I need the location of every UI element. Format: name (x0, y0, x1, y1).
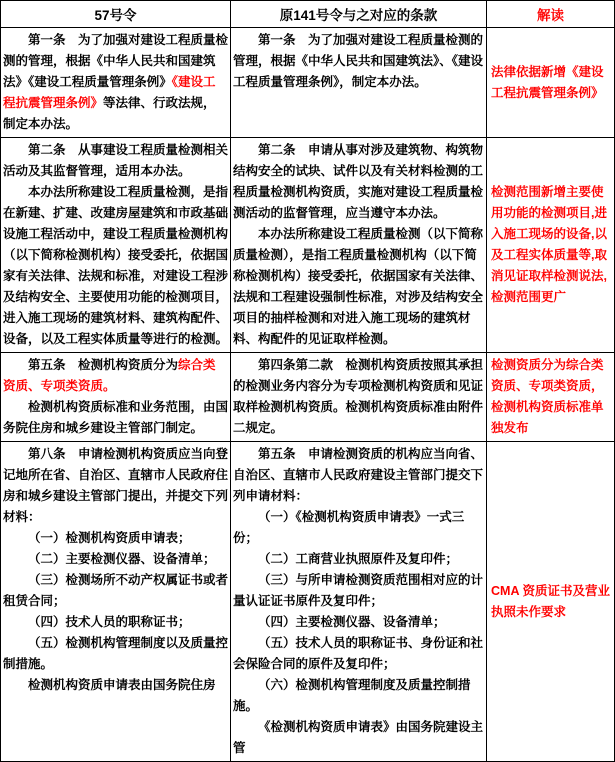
table-row-article-1 (1, 28, 615, 138)
highlighted-text: 检测范围新增主要使用功能的检测项目,进入施工现场的设备,以及工程实体质量等,取消见证取样检测说法,检测范围更广 (491, 185, 607, 304)
paragraph (3, 444, 228, 528)
text-run: （二）主要检测仪器、设备清单； (28, 552, 216, 566)
paragraph (491, 62, 610, 104)
paragraph (3, 549, 228, 570)
paragraph (3, 182, 228, 350)
header-order-141-clauses: 原141号令与之对应的条款 (231, 1, 487, 28)
paragraph (3, 612, 228, 633)
paragraph (233, 549, 484, 570)
highlighted-text: CMA 资质证书及营业执照未作要求 (491, 583, 610, 619)
text-run: 本办法所称建设工程质量检测（以下简称质量检测），是指工程质量检测机构（以下简称检测机构）接受委托，依据国家有关法律、法规和工程建设强制性标准，对涉及结构安全项目的抽样检测和对进入施工现场的建筑材料、构配件的见证取样检测。 (233, 227, 484, 346)
paragraph (3, 397, 228, 439)
paragraph (491, 581, 610, 623)
text-run: （六）检测机构管理制度及质量控制措施。 (233, 678, 471, 713)
cell-order57-article-5 (1, 353, 231, 442)
paragraph (3, 675, 228, 696)
paragraph (3, 633, 228, 675)
paragraph (3, 528, 228, 549)
paragraph (491, 182, 610, 308)
paragraph (233, 612, 484, 633)
text-run: 第五条 申请检测资质的机构应当向省、自治区、直辖市人民政府建设主管部门提交下列申请材料： (233, 447, 484, 503)
highlighted-text: 法律依据新增《建设工程抗震管理条例》 (491, 64, 604, 100)
cell-order141-article-5 (231, 353, 487, 442)
text-run: 等法律、行政法规，制定本办法。 (3, 96, 216, 131)
paragraph (233, 570, 484, 612)
cell-order57-article-1 (1, 28, 231, 138)
highlighted-text: 《建设工程抗震管理条例》 (3, 75, 216, 110)
table-row-article-5 (1, 353, 615, 442)
paragraph (233, 30, 484, 93)
cell-interpretation-article-1 (487, 28, 615, 138)
text-run: （四）主要检测仪器、设备清单； (258, 615, 446, 629)
text-run: 第八条 申请检测机构资质应当向登记地所在省、自治区、直辖市人民政府住房和城乡建设主管部门提出，并提交下列材料： (3, 447, 229, 524)
cell-order57-article-2 (1, 138, 231, 353)
text-run: 第二条 从事建设工程质量检测相关活动及其监督管理，适用本办法。 (3, 143, 229, 178)
text-run: 第五条 检测机构资质分为 (28, 358, 179, 372)
paragraph (233, 140, 484, 224)
header-interpretation: 解读 (487, 1, 615, 28)
paragraph (491, 355, 610, 439)
paragraph (233, 675, 484, 717)
text-run: 第四条第二款 检测机构资质按照其承担的检测业务内容分为专项检测机构资质和见证取样检测机构资质。检测机构资质标准由附件二规定。 (233, 358, 484, 435)
table-row-article-2 (1, 138, 615, 353)
text-run: 检测机构资质标准和业务范围，由国务院住房和城乡建设主管部门制定。 (3, 400, 229, 435)
paragraph (233, 444, 484, 507)
text-run: （一）《检测机构资质申请表》一式三份； (233, 510, 465, 545)
cell-order141-article-1 (231, 28, 487, 138)
text-run: （二）工商营业执照原件及复印件； (258, 552, 459, 566)
table-row-article-8 (1, 442, 615, 762)
cell-interpretation-article-8 (487, 442, 615, 762)
cell-interpretation-article-2 (487, 138, 615, 353)
text-run: 第一条 为了加强对建设工程质量检测的管理，根据《中华人民共和国建筑法》《建设工程质量管理条例》 (3, 33, 229, 89)
text-run: 第一条 为了加强对建设工程质量检测的管理，根据《中华人民共和国建筑法》、《建设工程质量管理条例》，制定本办法。 (233, 33, 484, 89)
cell-order57-article-8 (1, 442, 231, 762)
paragraph (3, 355, 228, 397)
text-run: （三）检测场所不动产权属证书或者租赁合同； (3, 573, 229, 608)
header-order-57: 57号令 (1, 1, 231, 28)
cell-interpretation-article-5 (487, 353, 615, 442)
text-run: （五）技术人员的职称证书、身份证和社会保险合同的原件及复印件； (233, 636, 484, 671)
text-run: （四）技术人员的职称证书； (28, 615, 191, 629)
highlighted-text: 综合类资质、专项类资质。 (3, 358, 216, 393)
text-run: 《检测机构资质申请表》由国务院建设主管 (233, 720, 484, 755)
paragraph (3, 570, 228, 612)
cell-order141-article-8 (231, 442, 487, 762)
paragraph (233, 355, 484, 439)
paragraph (233, 717, 484, 759)
paragraph (233, 507, 484, 549)
paragraph (3, 30, 228, 135)
paragraph (233, 224, 484, 350)
text-run: （一）检测机构资质申请表； (28, 531, 191, 545)
text-run: 第二条 申请从事对涉及建筑物、构筑物结构安全的试块、试件以及有关材料检测的工程质量检测机构资质，实施对建设工程质量检测活动的监督管理，应当遵守本办法。 (233, 143, 484, 220)
paragraph (233, 633, 484, 675)
text-run: （五）检测机构管理制度以及质量控制措施。 (3, 636, 229, 671)
text-run: 检测机构资质申请表由国务院住房 (28, 678, 216, 692)
text-run: （三）与所申请检测资质范围相对应的计量认证证书原件及复印件； (233, 573, 484, 608)
text-run: 本办法所称建设工程质量检测，是指在新建、扩建、改建房屋建筑和市政基础设施工程活动中，建设工程质量检测机构（以下简称检测机构）接受委托，依据国家有关法律、法规和标准，对建设工程涉及结构安全、主要使用功能的检测项目，进入施工现场的建筑材料、建筑构配件、设备，以及工程实体质量等进行的检测。 (3, 185, 229, 346)
header-row (1, 1, 615, 28)
paragraph (3, 140, 228, 182)
highlighted-text: 检测资质分为综合类资质、专项类资质，检测机构资质标准单独发布 (491, 358, 604, 435)
cell-order141-article-2 (231, 138, 487, 353)
